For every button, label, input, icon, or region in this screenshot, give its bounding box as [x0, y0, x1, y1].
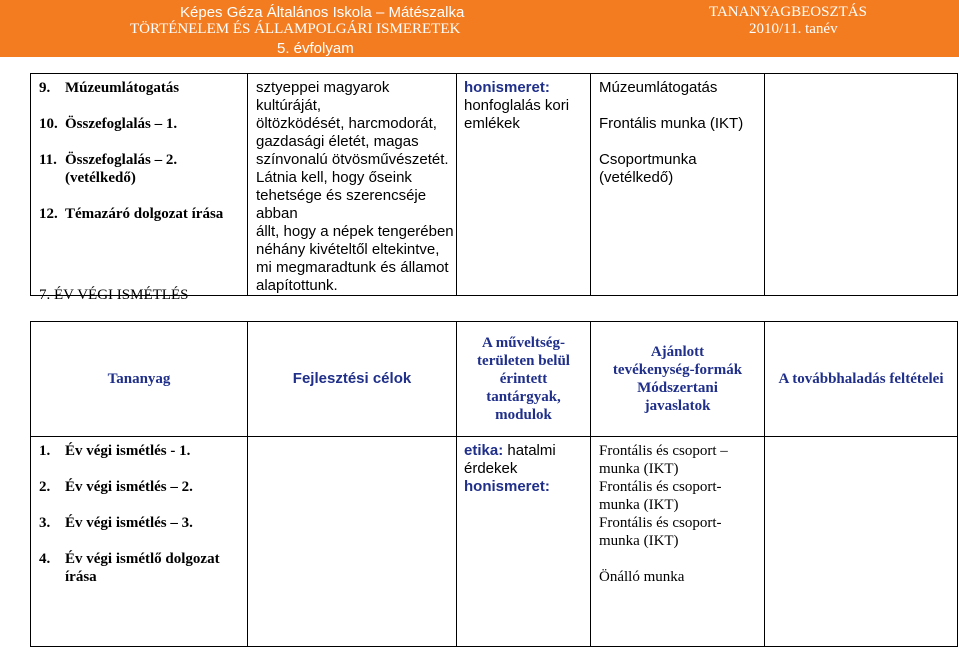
topics-cell: 9. Múzeumlátogatás 10. Összefoglalás – 1. 11. Összefoglalás – 2. (vetélkedő) 12. Témazáró dolgozat írása: [31, 74, 248, 296]
header-fejlesztesi-celok: Fejlesztési célok: [248, 322, 457, 437]
progress-conditions-cell: [765, 437, 958, 647]
table-row: [31, 74, 958, 296]
subjects-cell: etika: hatalmi érdekek honismeret:: [457, 437, 591, 647]
goals-cell: [248, 437, 457, 647]
curriculum-table: [30, 321, 958, 647]
list-item: 1. Év végi ismétlés - 1.: [39, 443, 191, 459]
subjects-cell: honismeret: honfoglalás kori emlékek: [457, 74, 591, 296]
header-muveltseg: A műveltség- területen belül érintett tantárgyak, modulok: [457, 322, 591, 437]
table-header-row: [31, 322, 958, 437]
grade-label: 5. évfolyam: [277, 40, 354, 57]
subject-label: honismeret:: [464, 79, 550, 96]
methods-cell: Múzeumlátogatás Frontális munka (IKT) Csoportmunka (vetélkedő): [591, 74, 765, 296]
document-title: TANANYAGBEOSZTÁS: [709, 4, 867, 20]
list-item: 4. Év végi ismétlő dolgozat: [39, 551, 220, 567]
header-tananyag: Tananyag: [31, 322, 248, 437]
school-name: Képes Géza Általános Iskola – Mátészalka: [180, 4, 465, 21]
list-item: 2. Év végi ismétlés – 2.: [39, 479, 193, 495]
header-ajanlott: Ajánlott tevékenység-formák Módszertani javaslatok: [591, 322, 765, 437]
curriculum-table-previous: [30, 73, 958, 296]
etika-label: etika:: [464, 442, 504, 459]
list-item: 10. Összefoglalás – 1.: [39, 116, 178, 132]
subject-title: TÖRTÉNELEM ÉS ÁLLAMPOLGÁRI ISMERETEK: [130, 21, 461, 37]
page-header: [0, 0, 959, 57]
progress-conditions-cell: [765, 74, 958, 296]
methods-cell: Frontális és csoport – munka (IKT) Frontális és csoport- munka (IKT) Frontális és csoport- munka (IKT) Önálló munka: [591, 437, 765, 647]
list-item: 3. Év végi ismétlés – 3.: [39, 515, 193, 531]
section-title: 7. ÉV VÉGI ISMÉTLÉS: [39, 287, 189, 303]
goals-cell: sztyeppei magyarok kultúráját, öltözködését, harcmodorát, gazdasági életét, magas színvonalú ötvösművészetét. Látnia kell, hogy őseink tehetsége és szerencséje abban állt, hogy a népek tengerében néhány kivételtől eltekintve, mi megmaradtunk és államot alapítottunk.: [248, 74, 457, 296]
header-tovabbhaladas: A továbbhaladás feltételei: [765, 322, 958, 437]
school-year: 2010/11. tanév: [749, 21, 838, 37]
list-item: 11. Összefoglalás – 2.: [39, 152, 178, 168]
topics-cell: 1. Év végi ismétlés - 1. 2. Év végi ismétlés – 2. 3. Év végi ismétlés – 3. 4. Év végi ismétlő dolgozat írása: [31, 437, 248, 647]
table-row: [31, 437, 958, 647]
list-item: 9. Múzeumlátogatás: [39, 80, 180, 96]
list-item: 12. Témazáró dolgozat írása: [39, 206, 224, 222]
honismeret-label: honismeret:: [464, 478, 550, 495]
